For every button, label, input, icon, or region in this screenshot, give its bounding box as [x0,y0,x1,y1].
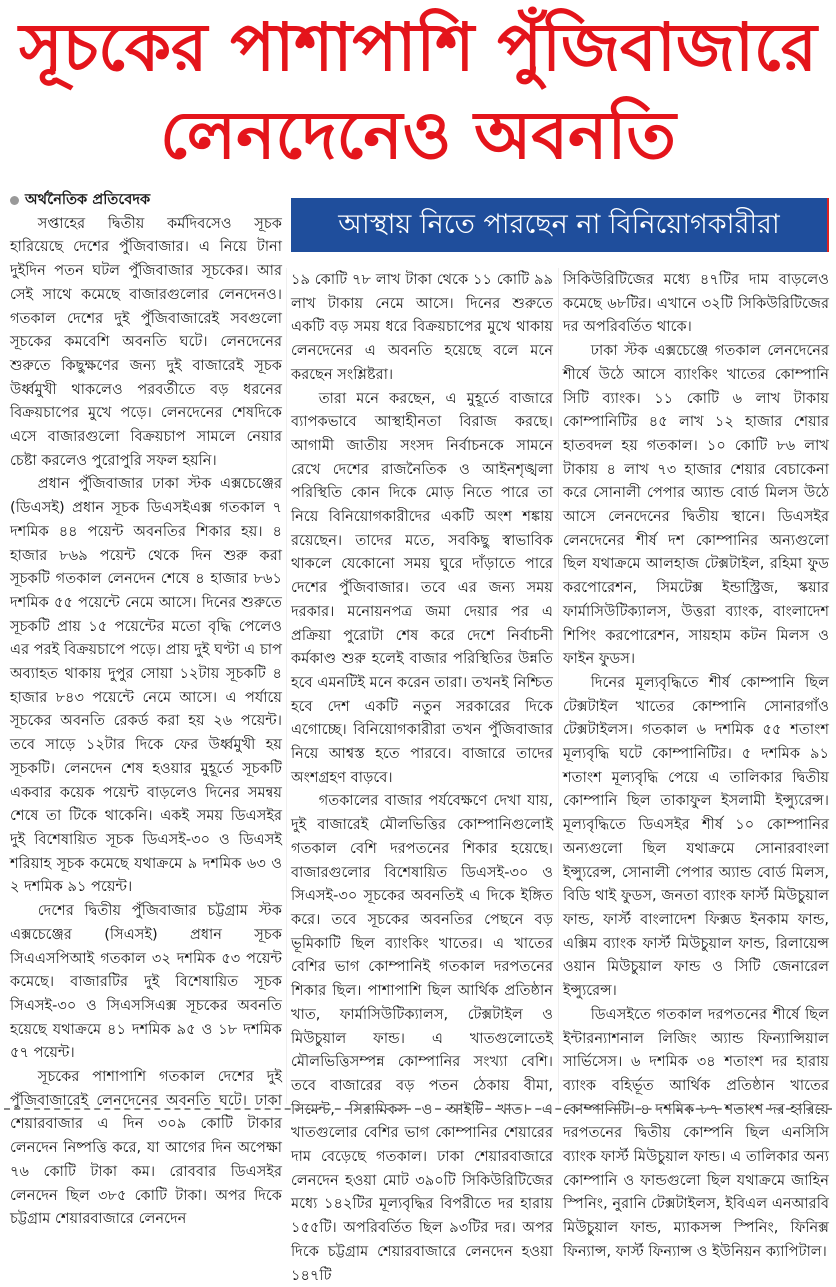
paragraph: ঢাকা স্টক এক্সচেঞ্জে গতকাল লেনদেনের শীর্ষে উঠে আসে ব্যাংকিং খাতের কোম্পানি সিটি ব্যাংক। ১১ কোটি ৬ লাখ টাকায় কোম্পানিটির ৪৫ লাখ ১২ হাজার শেয়ার হাতবদল হয় গতকাল। ১০ কোটি ৮৬ লাখ টাকায় ৪ লাখ ৭৩ হাজার শেয়ার বেচাকেনা করে সোনালী পেপার অ্যান্ড বোর্ড মিলস উঠে আসে লেনদেনের দ্বিতীয় স্থানে। ডিএসইর লেনদেনের শীর্ষ দশ কোম্পানির অন্যগুলো ছিল যথাক্রমে আলহাজ টেক্সটাইল, রহিমা ফুড করপোরেশন, সিমটেক্স ইন্ডাস্ট্রিজ, স্কয়ার ফার্মাসিউটিক্যালস, উত্তরা ব্যাংক, বাংলাদেশ শিপিং করপোরেশন, সায়হাম কটন মিলস ও ফাইন ফুডস। [563,342,829,668]
article-column-3 [563,268,829,1264]
paragraph: তারা মনে করছেন, এ মুহূর্তে বাজারে ব্যাপকভাবে আস্থাহীনতা বিরাজ করছে। আগামী জাতীয় সংসদ নির্বাচনকে সামনে রেখে দেশের রাজনৈতিক ও আইনশৃঙ্খলা পরিস্থিতি কোন দিকে মোড় নিতে পারে তা নিয়ে বিনিয়োগকারীদের একটি অংশ শঙ্কায় রয়েছেন। তাদের মতে, সবকিছু স্বাভাবিক থাকলে যেকোনো সময় ঘুরে দাঁড়াতে পারে দেশের পুঁজিবাজার। তবে এর জন্য সময় দরকার। মনোয়নপত্র জমা দেয়ার পর এ প্রক্রিয়া পুরোটা শেষ করে দেশে নির্বাচনী কর্মকাণ্ড শুরু হলেই বাজার পরিস্থিতির উন্নতি হবে এমনটিই মনে করেন তারা। তখনই নিশ্চিত হবে দেশ একটি নতুন সরকারের দিকে এগোচ্ছে। বিনিয়োগকারীরা তখন পুঁজিবাজার নিয়ে আশ্বস্ত হতে পারবে। বাজারে তাদের অংশগ্রহণ বাড়বে। [291,389,553,786]
headline-line-2: লেনদেনেও অবনতি [160,97,676,174]
subheadline-banner: আস্থায় নিতে পারছেন না বিনিয়োগকারীরা [291,198,829,252]
bottom-dashed-divider [4,1108,832,1110]
byline-text: অর্থনৈতিক প্রতিবেদক [25,191,151,208]
column-divider [558,268,559,1104]
paragraph: ১৯ কোটি ৭৮ লাখ টাকা থেকে ১১ কোটি ৯৯ লাখ টাকায় নেমে আসে। দিনের শুরুতে একটি বড় সময় ধরে বিক্রয়চাপের মুখে থাকায় লেনদেনের এ অবনতি হয়েছে বলে মনে করছেন সংশ্লিষ্টরা। [291,271,553,383]
paragraph: সূচকের পাশাপাশি গতকাল দেশের দুই পুঁজিবাজারেই লেনদেনের অবনতি ঘটে। ঢাকা শেয়ারবাজার এ দিন ৩০৯ কোটি টাকার লেনদেন নিষ্পত্তি করে, যা আগের দিন অপেক্ষা ৭৬ কোটি টাকা কম। রোববার ডিএসইর লেনদেন ছিল ৩৮৫ কোটি টাকা। অপর দিকে চট্টগ্রাম শেয়ারবাজারে লেনদেন [10,1068,282,1228]
headline [0,4,836,180]
bullet-icon [10,196,19,205]
byline [10,188,282,212]
headline-line-1: সূচকের পাশাপাশি পুঁজিবাজারে [19,9,817,86]
paragraph: সপ্তাহের দ্বিতীয় কর্মদিবসেও সূচক হারিয়েছে দেশের পুঁজিবাজার। এ নিয়ে টানা দুইদিন পতন ঘটল পুঁজিবাজার সূচকের। আর সেই সাথে কমেছে বাজারগুলোর লেনদেনও। গতকাল দেশের দুই পুঁজিবাজারেই সবগুলো সূচকের কমবেশি অবনতি ঘটে। লেনদেনের শুরুতে কিছুক্ষণের জন্য দুই বাজারেই সূচক উর্ধ্বমুখী থাকলেও পরবর্তীতে বড় ধরনের বিক্রয়চাপের মুখে পড়ে। লেনদেনের শেষদিকে এসে বাজারগুলো বিক্রয়চাপ সামলে নেয়ার চেষ্টা করলেও পুরোপুরি সফল হয়নি। [10,214,282,469]
paragraph: দেশের দ্বিতীয় পুঁজিবাজার চট্টগ্রাম স্টক এক্সচেঞ্জের (সিএসই) প্রধান সূচক সিএএসপিআই গতকাল ৩২ দশমিক ৫৩ পয়েন্ট কমেছে। বাজারটির দুই বিশেষায়িত সূচক সিএসই-৩০ ও সিএসসিএক্স সূচকের অবনতি হয়েছে যথাক্রমে ৪১ দশমিক ৯৫ ও ১৮ দশমিক ৫৭ পয়েন্ট। [10,902,282,1062]
paragraph: গতকালের বাজার পর্যবেক্ষণে দেখা যায়, দুই বাজারেই মৌলভিত্তির কোম্পানিগুলোই গতকাল বেশি দরপতনের শিকার হয়েছে। বাজারগুলোর বিশেষায়িত ডিএসই-৩০ ও সিএসই-৩০ সূচকের অবনতিই এ দিকে ইঙ্গিত করে। তবে সূচকের অবনতির পেছনে বড় ভূমিকাটি ছিল ব্যাংকিং খাতের। এ খাতের বেশির ভাগ কোম্পানিই গতকাল দরপতনের শিকার ছিল। পাশাপাশি ছিল আর্থিক প্রতিষ্ঠান খাত, ফার্মাসিউটিক্যালস, টেক্সটাইল ও মিউচুয়াল ফান্ড। এ খাতগুলোতেই মৌলভিত্তিসম্পন্ন কোম্পানির সংখ্যা বেশি। তবে বাজারের বড় পতন ঠেকায় বীমা, সিমেন্ট, সিরামিকস ও আইটি খাত। এ খাতগুলোর বেশির ভাগ কোম্পানির শেয়ারের দাম বেড়েছে গতকাল। ঢাকা শেয়ারবাজারে লেনদেন হওয়া মোট ৩৯০টি সিকিউরিটিজের মধ্যে ১৪২টির মূল্যবৃদ্ধির বিপরীতে দর হারায় ১৫৫টি। অপরিবর্তিত ছিল ৯৩টির দর। অপর দিকে চট্টগ্রাম শেয়ারবাজারে লেনদেন হওয়া ১৪৭টি [291,792,553,1284]
paragraph: দিনের মূল্যবৃদ্ধিতে শীর্ষ কোম্পানি ছিল টেক্সটাইল খাতের কোম্পানি সোনারগাঁও টেক্সটাইলস। গতকাল ৬ দশমিক ৫৫ শতাংশ মূল্যবৃদ্ধি ঘটে কোম্পানিটির। ৫ দশমিক ৯১ শতাংশ মূল্যবৃদ্ধি পেয়ে এ তালিকার দ্বিতীয় কোম্পানি ছিল তাকাফুল ইসলামী ইন্স্যুরেন্স। মূল্যবৃদ্ধিতে ডিএসইর শীর্ষ ১০ কোম্পানির অন্যগুলো ছিল যথাক্রমে সোনারবাংলা ইন্স্যুরেন্স, সোনালী পেপার অ্যান্ড বোর্ড মিলস, বিডি থাই ফুডস, জনতা ব্যাংক ফার্স্ট মিউচুয়াল ফান্ড, ফার্স্ট বাংলাদেশ ফিক্সড ইনকাম ফান্ড, এক্সিম ব্যাংক ফার্স্ট মিউচুয়াল ফান্ড, রিলায়েন্স ওয়ান মিউচুয়াল ফান্ড ও সিটি জেনারেল ইন্স্যুরেন্স। [563,673,829,1000]
article-column-2 [291,268,553,1287]
article-column-1 [10,188,282,1231]
paragraph: ডিএসইতে গতকাল দরপতনের শীর্ষে ছিল ইন্টারন্যাশনাল লিজিং অ্যান্ড ফিন্যান্সিয়াল সার্ভিসেস। ৬ দশমিক ৩৪ শতাংশ দর হারায় ব্যাংক বহির্ভূত আর্থিক প্রতিষ্ঠান খাতের কোম্পানিটি। ৪ দশমিক ৮৭ শতাংশ দর হারিয়ে দরপতনের দ্বিতীয় কোম্পনি ছিল এনসিসি ব্যাংক ফার্স্ট মিউচুয়াল ফান্ড। এ তালিকার অন্য কোম্পানি ও ফান্ডগুলো ছিল যথাক্রমে জাহিন স্পিনিং, নুরানি টেক্সটাইলস, ইবিএল এনআরবি মিউচুয়াল ফান্ড, ম্যাকসন্স স্পিনিং, ফিনিক্স ফিন্যান্স, ফার্স্ট ফিন্যান্স ও ইউনিয়ন ক্যাপিটাল। [563,1005,829,1260]
paragraph: সিকিউরিটিজের মধ্যে ৪৭টির দাম বাড়লেও কমেছে ৬৮টির। এখানে ৩২টি সিকিউরিটিজের দর অপরিবর্তিত থাকে। [563,271,829,336]
column-divider [286,268,287,1104]
paragraph: প্রধান পুঁজিবাজার ঢাকা স্টক এক্সচেঞ্জের (ডিএসই) প্রধান সূচক ডিএসইএক্স গতকাল ৭ দশমিক ৪৪ পয়েন্ট অবনতির শিকার হয়। ৪ হাজার ৮৬৯ পয়েন্ট থেকে দিন শুরু করা সূচকটি গতকাল লেনদেন শেষে ৪ হাজার ৮৬১ দশমিক ৫৫ পয়েন্টে নেমে আসে। দিনের শুরুতে সূচকটি প্রায় ১৫ পয়েন্টের মতো বৃদ্ধি পেলেও এর পরই বিক্রয়চাপে পড়ে। প্রায় দুই ঘণ্টা এ চাপ অব্যাহত থাকায় দুপুর সোয়া ১২টায় সূচকটি ৪ হাজার ৮৪৩ পয়েন্টে নেমে আসে। এ পর্যায়ে সূচকের অবনতি রেকর্ড করা হয় ২৬ পয়েন্ট। তবে সাড়ে ১২টার দিকে ফের উর্ধ্বমুখী হয় সূচকটি। লেনদেন শেষ হওয়ার মুহূর্তে সূচকটি একবার কয়েক পয়েন্ট বাড়লেও দিনের সমন্বয় শেষে তা টিকে থাকেনি। একই সময় ডিএসইর দুই বিশেষায়িত সূচক ডিএসই-৩০ ও ডিএসই শরিয়াহ সূচক কমেছে যথাক্রমে ৯ দশমিক ৬৩ ও ২ দশমিক ৯১ পয়েন্ট। [10,475,282,896]
